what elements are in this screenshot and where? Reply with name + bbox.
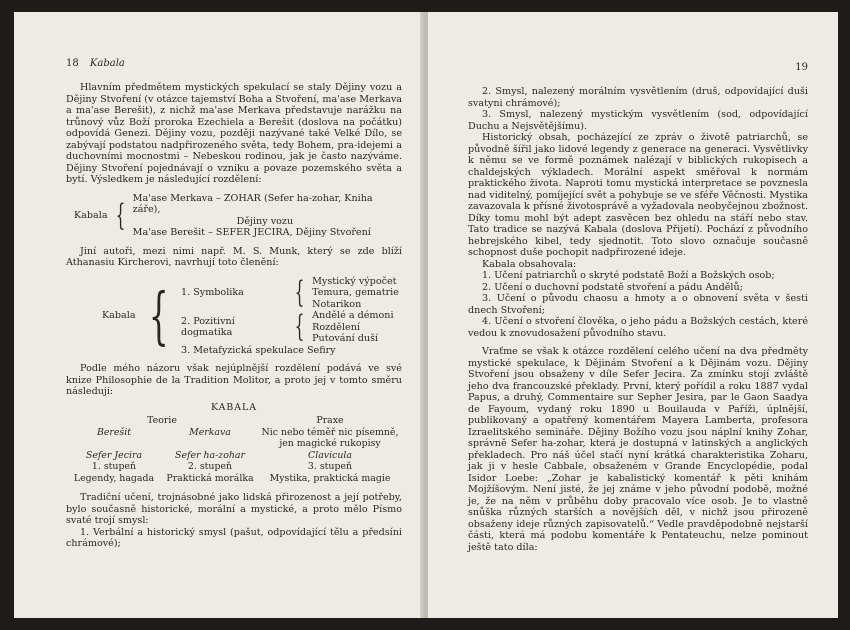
scheme1-line3: Ma'ase Berešit – SEFER JECIRA, Dějiny Stvoření	[132, 227, 371, 238]
list-item: 3. Učení o původu chaosu a hmoty a o obnovení světa v šesti dnech Stvoření;	[468, 293, 808, 316]
left-page	[14, 12, 424, 618]
scheme2-root: Kabala	[102, 310, 136, 321]
brace-icon: {	[115, 197, 125, 233]
table-header-praxis: Praxe	[316, 415, 344, 426]
list-intro: Kabala obsahovala:	[482, 258, 577, 270]
scheme2-item: Temura, gematrie	[312, 287, 399, 298]
brace-icon: {	[294, 309, 305, 345]
scheme2-item: Notarikon	[312, 298, 362, 310]
teaching-list	[468, 270, 808, 339]
table-cell: Praktická morálka	[166, 472, 254, 484]
left-paragraph-3: Podle mého názoru však nejúplnější rozdělení podává ve své knize Philosophie de la Tradition Molitor, a proto jej v tomto směru následuji:	[66, 363, 402, 397]
scheme2-item: Mystický výpočet	[312, 275, 397, 287]
scheme2-branch3: 3. Metafyzická spekulace Sefiry	[181, 344, 336, 356]
table-cell: Clavicula	[308, 449, 352, 461]
scheme2-item: Rozdělení	[312, 321, 360, 333]
scheme1-root: Kabala	[74, 209, 108, 221]
table-cell: Mystika, praktická magie	[269, 472, 391, 484]
running-head: Kabala	[89, 58, 125, 69]
brace-icon: {	[148, 278, 169, 352]
table-cell: 3. stupeň	[307, 461, 353, 472]
list-item: 1. Učení patriarchů o skryté podstatě Boží a Božských osob;	[482, 270, 775, 281]
table-title: KABALA	[210, 401, 258, 413]
left-paragraph-1: Hlavním předmětem mystických spekulací se staly Dějiny vozu a Dějiny Stvoření (v otázce tajemství Boha a Stvoření, ma'ase Merkava a ma'ase Berešit), z nichž ma'ase Merkava představuje narážku na trůnový vůz Boží proroka Ezechiela a Berešit (doslova na počátku) odpovídá Genezi. Dějiny vozu, později nazývané také Velké Dílo, se zabývají podstatou nadpřirozeného světa, tedy Bohem, pra-idejemi a duchovními mocnostmi – Nebeskou rodinou, jak je často nazýváme. Dějiny Stvoření pojednávají o vzniku a povaze pozemského světa a bytí. Výsledkem je následující rozdělení:	[66, 82, 402, 185]
table-cell: Merkava	[189, 426, 231, 438]
table-cell: 1. stupeň	[91, 461, 137, 472]
table-cell: Legendy, hagada	[73, 472, 155, 484]
right-page-number: 19	[795, 62, 808, 73]
sense-item-3: 3. Smysl, nalezený mystickým vysvětlením (sod, odpovídající Duchu a Nejsvětějšímu).	[468, 109, 808, 132]
right-page-header	[468, 62, 808, 74]
scheme2-branch2: 2. Pozitivní dogmatika	[181, 315, 235, 339]
sense-item-2: 2. Smysl, nalezený morálním vysvětlením (druš, odpovídající duši svatyni chrámové);	[468, 86, 808, 109]
left-page-number: 18	[66, 58, 79, 69]
left-paragraph-2: Jiní autoři, mezi nimi např. M. S. Munk, který se zde blíží Athanasiu Kircherovi, navrhují toto členění:	[66, 245, 402, 268]
sense-item-1: 1. Verbální a historický smysl (pašut, odpovídající tělu a předsíni chrámové);	[66, 526, 402, 549]
table-header-theory: Teorie	[147, 415, 177, 426]
table-cell: Sefer ha-zohar	[175, 449, 245, 461]
scheme1-line1: Ma'ase Merkava – ZOHAR (Sefer ha-zohar, Kniha záře),	[132, 192, 373, 215]
right-paragraph-2: Vraťme se však k otázce rozdělení celého učení na dva předměty mystické spekulace, k Dějinám Stvoření a k Dějinám vozu. Dějiny Stvoření jsou obsaženy v díle Sefer Jecira. Za zmínku stojí zvláště jeho dva francouzské překlady. První, který pořídil a roku 1887 vydal Papus, a druhý, Commentaire sur Sepher Jesira, par le Gaon Saadya de Fayoum, vydaný roku 1890 u Bouilauda v Paříži, úplnější, publikovaný a opatřený komentářem Mayera Lamberta, profesora Izraelitského semináře. Dějiny Božího vozu jsou náplní knihy Zohar, správně Sefer ha-zohar, která je dostupná v latinských a anglických překladech. Pro náš účel stačí nyní krátká charakteristika Zoharu, jak ji v hesle Cabbale, obsaženém v Grande Encyclopédie, podal Isidor Loebe: „Zohar je kabalistický komentář k pěti knihám Mojžíšovým. Není jisté, že jej známe v jeho původní podobě, možné je, že na něm v průběhu doby pracovalo více osob. Je to vlastně snůška různých starších a novějších děl, v nichž jsou přirozeně obsaženy ideje různých zapisovatelů.“ Vedle pravděpodobně nejstarší části, která má podobu komentáře k Pentateuchu, nelze pominout ještě tato díla:	[468, 346, 808, 553]
table-cell: 2. stupeň	[187, 461, 233, 472]
table-cell: Sefer Jecira	[85, 449, 143, 461]
table-cell: Nic nebo téměř nic písemně, jen magické rukopisy	[261, 426, 399, 449]
left-paragraph-4: Tradiční učení, trojnásobné jako lidská přirozenost a její potřeby, bylo současně historické, morální a mystické, a proto mělo Písmo svaté trojí smysl:	[66, 492, 402, 526]
division-scheme-1	[66, 193, 402, 239]
scheme1-line2: Dějiny vozu	[236, 215, 294, 227]
right-paragraph-1: Historický obsah, pocházející ze zpráv o životě patriarchů, se původně šířil jako lidové legendy z generace na generaci. Vysvětlivky k němu se ve formě poznámek nalézají v biblických rukopisech a chaldejských výkladech. Morální aspekt směřoval k normám praktického života. Naproti tomu mystická interpretace se povznesla nad viditelný, pomíjející svět a pohybuje se ve sféře Věčnosti. Mystika zavazovala k přísné životosprávě a vyžadovala neobyčejnou zbožnost. Díky tomu mohl být adept zasvěcen bez ohledu na stáří nebo stav. Tato tradice se nazývá Kabala (doslova Přijetí). Pochází z původního hebrejského kibel, tedy sjednotit. Toto slovo označuje současně schopnost duše pochopit nadpřirozené ideje.	[468, 132, 808, 258]
table-cell: Berešit	[96, 426, 132, 438]
brace-icon: {	[294, 274, 305, 310]
kabala-table	[66, 402, 402, 485]
left-page-header	[66, 58, 402, 70]
scheme2-branch1: 1. Symbolika	[181, 287, 244, 298]
right-page	[428, 12, 838, 618]
list-item: 4. Učení o stvoření člověka, o jeho pádu a Božských cestách, které vedou k znovudosažení původního stavu.	[468, 316, 808, 339]
scheme2-item: Andělé a démoni	[312, 310, 394, 321]
scheme2-item: Putování duší	[312, 333, 379, 344]
division-scheme-2	[66, 276, 402, 357]
list-item: 2. Učení o duchovní podstatě stvoření a pádu Andělů;	[482, 281, 743, 293]
